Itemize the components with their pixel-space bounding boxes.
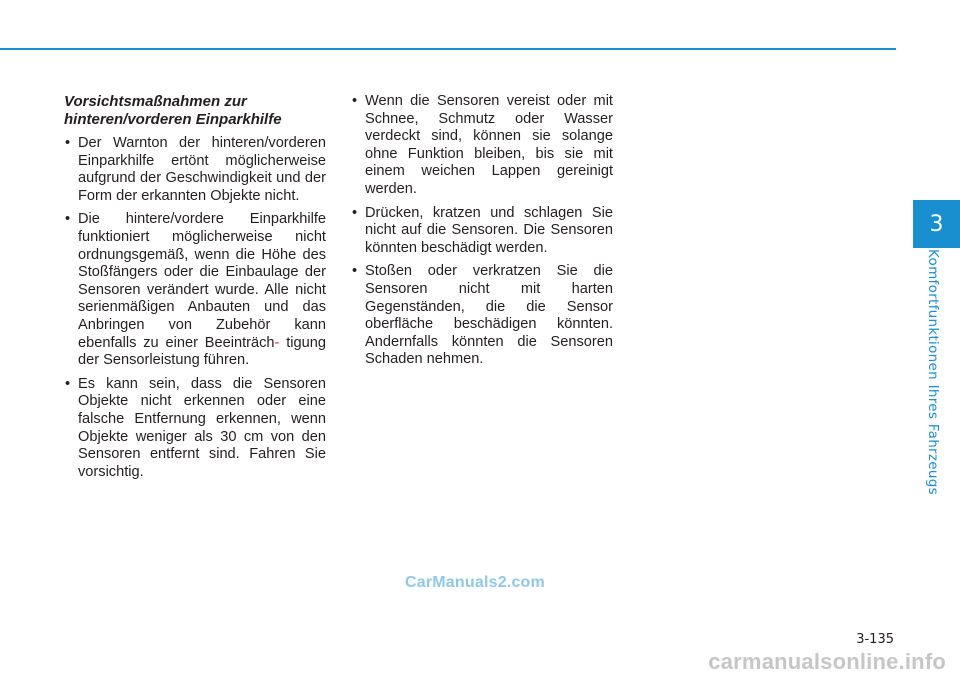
hyphenation-mark: - [274, 334, 280, 351]
footer-watermark: carmanualsonline.info [708, 649, 946, 674]
list-item [351, 93, 613, 199]
bullet-text: Wenn die Sensoren vereist oder mit Schnee, Schmutz oder Wasser verdeckt sind, können sie solange ohne Funktion bleiben, bis sie mit einem weichen Lappen gereinigt werden. [365, 93, 613, 197]
left-column [64, 93, 326, 487]
heading-line-2: hinteren/vorderen Einparkhilfe [64, 111, 282, 128]
chapter-title: Komfortfunktionen Ihres Fahrzeugs [925, 249, 941, 495]
list-item [64, 211, 326, 369]
bullet-text: Es kann sein, dass die Sensoren Objekte nicht erkennen oder eine falsche Entfernung erkennen, wenn Objekte weniger als 30 cm von den Sensoren entfernt sind. Fahren Sie vorsichtig. [78, 375, 326, 480]
right-column [351, 93, 613, 375]
chapter-tab [913, 200, 960, 248]
heading-line-1: Vorsichtsmaßnahmen zur [64, 93, 247, 110]
bullet-text: Stoßen oder verkratzen Sie die Sensoren nicht mit harten Gegenständen, die die Sensor oberfläche beschädigen könnten. Andernfalls könnten die Sensoren Schaden nehmen. [365, 263, 613, 368]
list-item [64, 135, 326, 205]
right-bullet-list [351, 93, 613, 369]
bullet-text: Drücken, kratzen und schlagen Sie nicht auf die Sensoren. Die Sensoren könnten beschädigt werden. [365, 204, 613, 256]
chapter-number: 3 [929, 211, 944, 237]
header-rule [0, 48, 896, 50]
list-item [64, 376, 326, 482]
bullet-text: Die hintere/vordere Einparkhilfe funktioniert möglicherweise nicht ordnungsgemäß, wenn die Höhe des Stoßfängers oder die Einbaulage der Sensoren verändert wurde. Alle nicht serienmäßigen Anbauten und das Anbringen von Zubehör kann ebenfalls zu einer Beeinträch [78, 211, 326, 351]
section-heading [64, 93, 326, 129]
list-item [351, 205, 613, 258]
list-item [351, 263, 613, 369]
watermark-link[interactable]: CarManuals2.com [405, 574, 545, 591]
bullet-text: Der Warnton der hinteren/vorderen Einparkhilfe ertönt möglicherweise aufgrund der Geschwindigkeit und der Form der erkannten Objekte nicht. [78, 135, 326, 204]
bullet-text-continuation: tigung der Sensorleistung führen. [78, 334, 326, 369]
page-number: 3-135 [856, 632, 894, 647]
left-bullet-list [64, 135, 326, 481]
